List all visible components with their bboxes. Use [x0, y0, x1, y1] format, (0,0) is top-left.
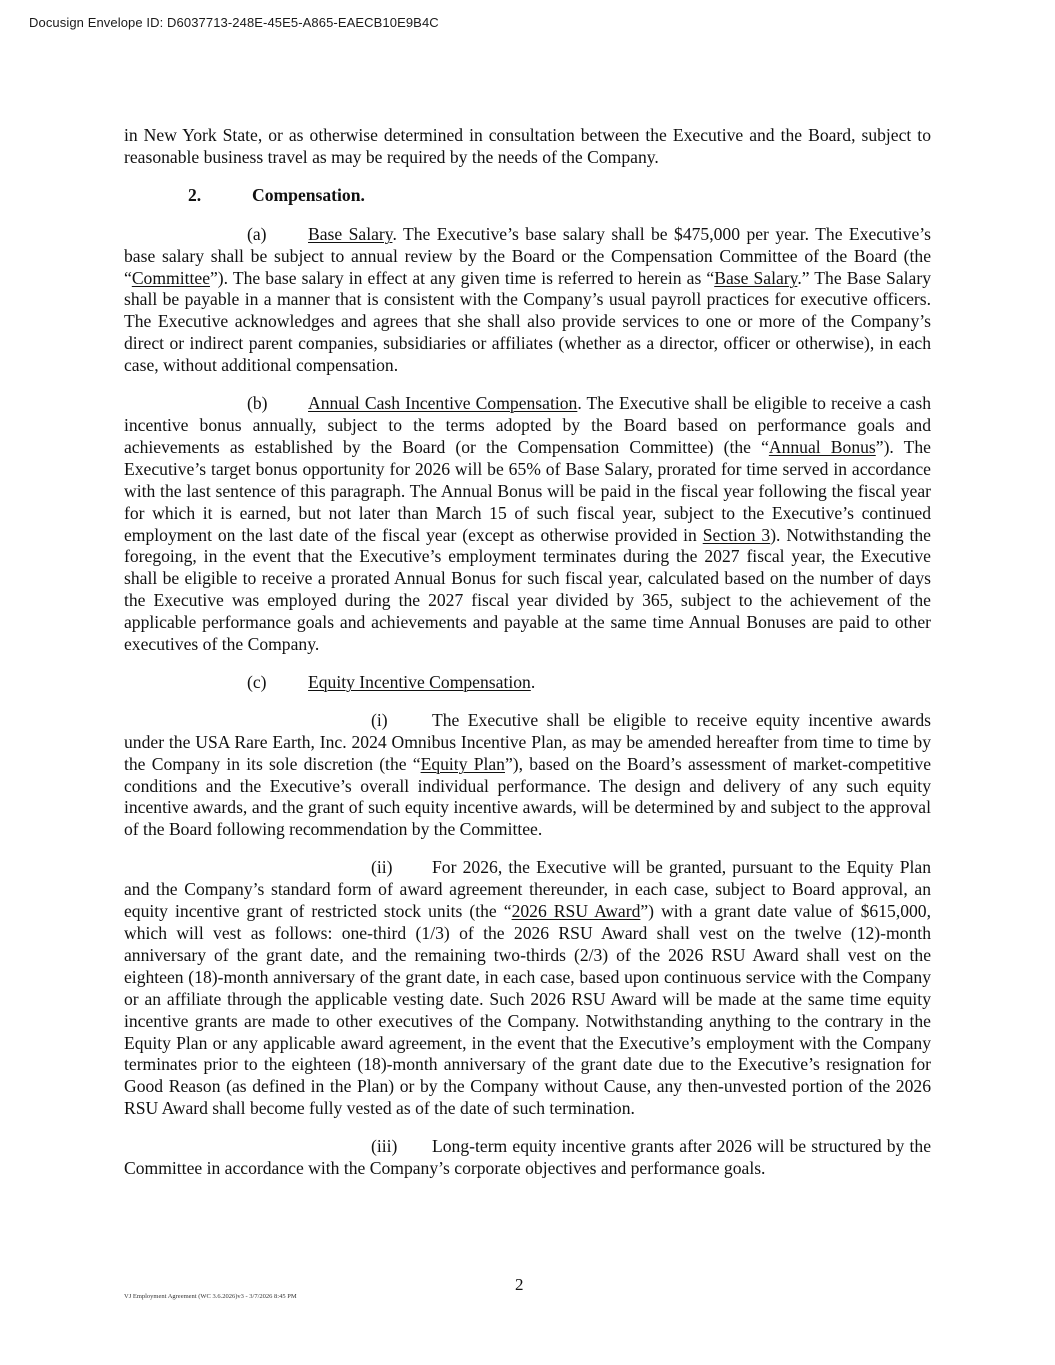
clause-heading-base-salary: Base Salary [308, 223, 393, 244]
paragraph-base-salary [124, 224, 931, 377]
clause-text: ”), based on the Board’s assessment of market-competitive conditions and the Executive’s overall individual performance. The design and delivery of any such equity incentive awards, and the grant of such equity incentive awards, will be determined by and subject to the approval of the Board following recommendation by the Committee. [124, 753, 931, 840]
clause-text: ”) with a grant date value of $615,000, which will vest as follows: one-third (1/3) of the 2026 RSU Award shall vest on the twelve (12)-month anniversary of the grant date, and the remaining two-thirds (2/3) of the 2026 RSU Award shall vest on the eighteen (18)-month anniversary of the grant date, in each case, based upon continuous service with the Company or an affiliate through the applicable vesting date. Such 2026 RSU Award will be made at the same time equity incentive grants are made to other executives of the Company. Notwithstanding anything to the contrary in the Equity Plan or any applicable award agreement, in the event that the Executive’s employment with the Company terminates prior to the eighteen (18)-month anniversary of the grant date due to the Executive’s resignation for Good Reason (as defined in the Plan) or by the Company without Cause, any then-unvested portion of the 2026 RSU Award shall become fully vested as of the date of such termination. [124, 901, 932, 1119]
document-footer-reference: VJ Employment Agreement (WC 3.6.2026)v3 - 3/7/2026 8:45 PM [124, 1293, 297, 1300]
paragraph-equity-heading [124, 672, 931, 694]
subclause-label-i: (i) [371, 709, 388, 730]
clause-text: ). Notwithstanding the foregoing, in the event that the Executive’s employment terminates during the 2027 fiscal year, the Executive shall be eligible to receive a prorated Annual Bonus for such fiscal year, calculated based on the number of days the Executive was employed during the 2027 fiscal year divided by 365, subject to the achievement of the applicable performance goals and achievements and payable at the same time Annual Bonuses are paid to other executives of the Company. [124, 524, 931, 655]
clause-text: The Executive shall be eligible to receive equity incentive awards under the USA Rare Earth, Inc. 2024 Omnibus Incentive Plan, as may be amended hereafter from time to time by the Company in its sole discretion (the “ [124, 709, 931, 774]
paragraph-equity-ii [124, 857, 931, 1120]
subclause-label-iii: (iii) [371, 1136, 398, 1157]
paragraph-annual-bonus [124, 393, 931, 656]
page-number: 2 [515, 1275, 524, 1294]
section-number: 2. [188, 184, 202, 205]
clause-heading-equity: Equity Incentive Compensation [308, 671, 531, 692]
docusign-envelope-id: Docusign Envelope ID: D6037713-248E-45E5-A865-EAECB10E9B4C [29, 15, 439, 30]
defined-term-2026-rsu-award: 2026 RSU Award [511, 901, 641, 922]
intro-paragraph [124, 125, 931, 169]
section-title: Compensation. [252, 184, 365, 205]
clause-text: Long-term equity incentive grants after 2026 will be structured by the Committee in accordance with the Company’s corporate objectives and performance goals. [124, 1136, 931, 1179]
clause-text: . The Executive shall be eligible to receive a cash incentive bonus annually, subject to the terms adopted by the Board based on performance goals and achievements as established by the Board (or the Compensation Committee) (the “ [124, 393, 932, 457]
clause-text: . The Executive’s base salary shall be $475,000 per year. The Executive’s base salary shall be subject to annual review by the Board or the Compensation Committee of the Board (the “ [124, 223, 932, 288]
defined-term-equity-plan: Equity Plan [420, 753, 505, 774]
clause-text: For 2026, the Executive will be granted, pursuant to the Equity Plan and the Company’s standard form of award agreement thereunder, in each case, subject to Board approval, an equity incentive grant of restricted stock units (the “ [124, 857, 931, 922]
clause-label-a: (a) [247, 223, 267, 244]
section-3-reference: Section 3 [702, 524, 771, 545]
section-heading [124, 185, 931, 207]
clause-text: .” The Base Salary shall be payable in a manner that is consistent with the Company’s usual payroll practices for executive officers. The Executive acknowledges and agrees that she shall also provide services to one or more of the Company’s direct or indirect parent companies, subsidiaries or affiliates (whether as a director, officer or otherwise), in each case, without additional compensation. [124, 267, 931, 376]
defined-term-annual-bonus: Annual Bonus [768, 436, 876, 457]
intro-text: in New York State, or as otherwise determined in consultation between the Executive and the Board, subject to reasonable business travel as may be required by the needs of the Company. [124, 125, 931, 167]
clause-label-b: (b) [247, 393, 268, 414]
document-page [124, 125, 931, 1196]
clause-text: ”). The base salary in effect at any given time is referred to herein as “ [210, 267, 715, 288]
clause-text: ”). The Executive’s target bonus opportunity for 2026 will be 65% of Base Salary, prorated for time served in accordance with the last sentence of this paragraph. The Annual Bonus will be paid in the fiscal year following the fiscal year for which it is earned, but not later than March 15 of such fiscal year, subject to the Executive’s continued employment on the last date of the fiscal year (except as otherwise provided in [124, 436, 931, 545]
clause-heading-annual-cash: Annual Cash Incentive Compensation [308, 393, 578, 414]
paragraph-equity-i [124, 710, 931, 841]
clause-text: . [530, 671, 536, 692]
paragraph-equity-iii [124, 1136, 931, 1180]
defined-term-base-salary: Base Salary [714, 267, 798, 288]
subclause-label-ii: (ii) [371, 857, 393, 878]
clause-label-c: (c) [247, 671, 267, 692]
defined-term-committee: Committee [131, 267, 210, 288]
